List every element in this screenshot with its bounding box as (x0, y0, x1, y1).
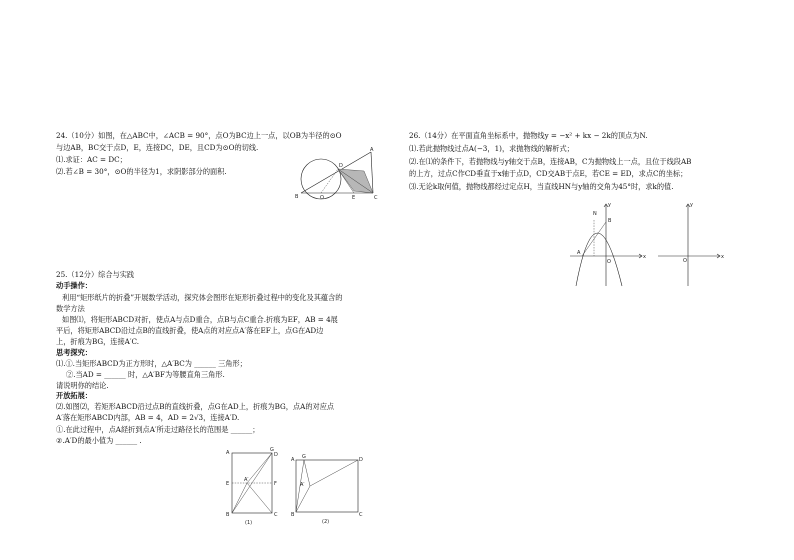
q25-heading-open: 开放拓展： (56, 391, 92, 400)
q25-s1: ⑴.①.当矩形ABCD为正方形时，△A′BC为 ______ 三角形； (56, 359, 247, 368)
q24-line2: 与边AB，BC交于点D，E，连接DC，DE，且CD为⊙O的切线. (56, 143, 259, 152)
label-c: C (274, 512, 278, 518)
segment-ba2 (232, 483, 247, 513)
parabola-curve (576, 233, 622, 286)
q25-p1: 利用“矩形纸片的折叠”开展数学活动，探究体会图形在矩形折叠过程中的变化及其蕴含的 (62, 293, 343, 302)
label-n: N (593, 211, 597, 217)
segment-ga2 (304, 460, 310, 486)
label-e: E (226, 481, 230, 487)
q24-line1: 24.（10分）如图，在△ABC中，∠ACB = 90°，点O为BC边上一点，以OB为半径的⊙O (56, 131, 342, 140)
q25-p4: 平后，将矩形ABCD沿过点B的直线折叠，使A点的对应点A′落在EF上，点G在AD边 (56, 326, 324, 335)
label-o: O (683, 258, 687, 264)
q25-p2: 数学方法 (56, 304, 85, 313)
q26-figure-axes (654, 200, 726, 288)
q25-s2: ②.当AD = ______ 时，△A′BF为等腰直角三角形. (66, 370, 225, 379)
q25-p3: 如图⑴，将矩形ABCD对折，使点A与点D重合，点B与点C重合.折痕为EF，AB = 4展 (62, 315, 338, 324)
q26-part2b: 的上方，过点C作CD垂直于x轴于点D，CD交AB于点E，若CE = ED，求点C的坐标； (409, 169, 688, 178)
label-f: F (274, 481, 277, 487)
label-a-prime: A′ (244, 477, 249, 483)
label-d: D (274, 452, 278, 458)
label-d: D (359, 457, 363, 463)
q26-part3: ⑶.无论k取何值，抛物线都经过定点H，当直线HN与y轴的交角为45°时，求k的值. (409, 182, 674, 191)
q25-o3: ①.在此过程中，点A経折到点A′所走过路径长的范围是 ______； (56, 425, 260, 434)
q25-p5: 上，折痕为BG，连接A′C. (56, 337, 140, 346)
label-d: D (339, 163, 343, 169)
q26-part1: ⑴.若此抛物线过点A(−3，1)，求抛物线的解析式； (409, 144, 574, 153)
q25-title: 25.（12分）综合与实践 (56, 270, 135, 279)
q24-part2: ⑵.若∠B = 30°，⊙O的半径为1，求阴影部分的面积. (56, 167, 227, 176)
label-o: O (607, 259, 611, 265)
label-b: B (295, 194, 299, 200)
label-a-prime: A′ (300, 482, 305, 488)
q26-figure-parabola (566, 200, 648, 288)
q25-s3: 请说明你的结论. (56, 381, 109, 390)
rect-abcd (296, 460, 358, 512)
segment-od (321, 169, 338, 193)
label-y: y (608, 202, 611, 208)
q25-heading-operation: 动手操作： (56, 281, 92, 290)
label-a: A (291, 457, 295, 463)
q25-figure-1 (224, 446, 284, 528)
label-a: A (577, 250, 581, 256)
label-a: A (370, 147, 374, 153)
label-b: B (291, 512, 295, 518)
label-y: y (690, 202, 693, 208)
q25-o1: ⑵.如图⑵，若矩形ABCD沿过点B的直线折叠，点G在AD上，折痕为BG，点A的对应点 (56, 402, 335, 411)
q24-part1: ⑴.求证：AC = DC； (56, 155, 127, 164)
segment-a2g (247, 453, 272, 483)
label-a: A (226, 450, 230, 456)
q25-heading-explore: 思考探究： (56, 348, 92, 357)
segment-a2c (247, 483, 272, 513)
q25-o2: A′落在矩形ABCD内部，AB = 4，AD = 2√3，连接A′D. (56, 413, 240, 422)
q24-figure (294, 146, 384, 202)
segment-ac (371, 152, 373, 193)
q26-line1: 26.（14分）在平面直角坐标系中，抛物线y = −x² + kx − 2k的顶点为N. (409, 131, 648, 140)
label-x: x (721, 254, 724, 260)
label-g: G (270, 447, 274, 453)
q25-figure-2 (290, 452, 366, 526)
label-b: B (226, 512, 230, 518)
label-x: x (643, 254, 646, 260)
label-c: C (359, 512, 363, 518)
q25-o4: ②.A′D的最小值为 ______ . (56, 436, 142, 445)
segment-a2d (310, 460, 358, 486)
label-c: C (374, 195, 378, 201)
fig1-caption: (1) (245, 520, 253, 526)
q26-part2a: ⑵.在⑴的条件下，若抛物线与y轴交于点B，连接AB，C为抛物线上一点，且位于线段AB (409, 157, 692, 166)
label-o: O (320, 195, 324, 201)
label-b: B (608, 218, 612, 224)
label-g: G (302, 454, 306, 460)
fig2-caption: (2) (322, 519, 330, 525)
label-e: E (352, 195, 356, 201)
